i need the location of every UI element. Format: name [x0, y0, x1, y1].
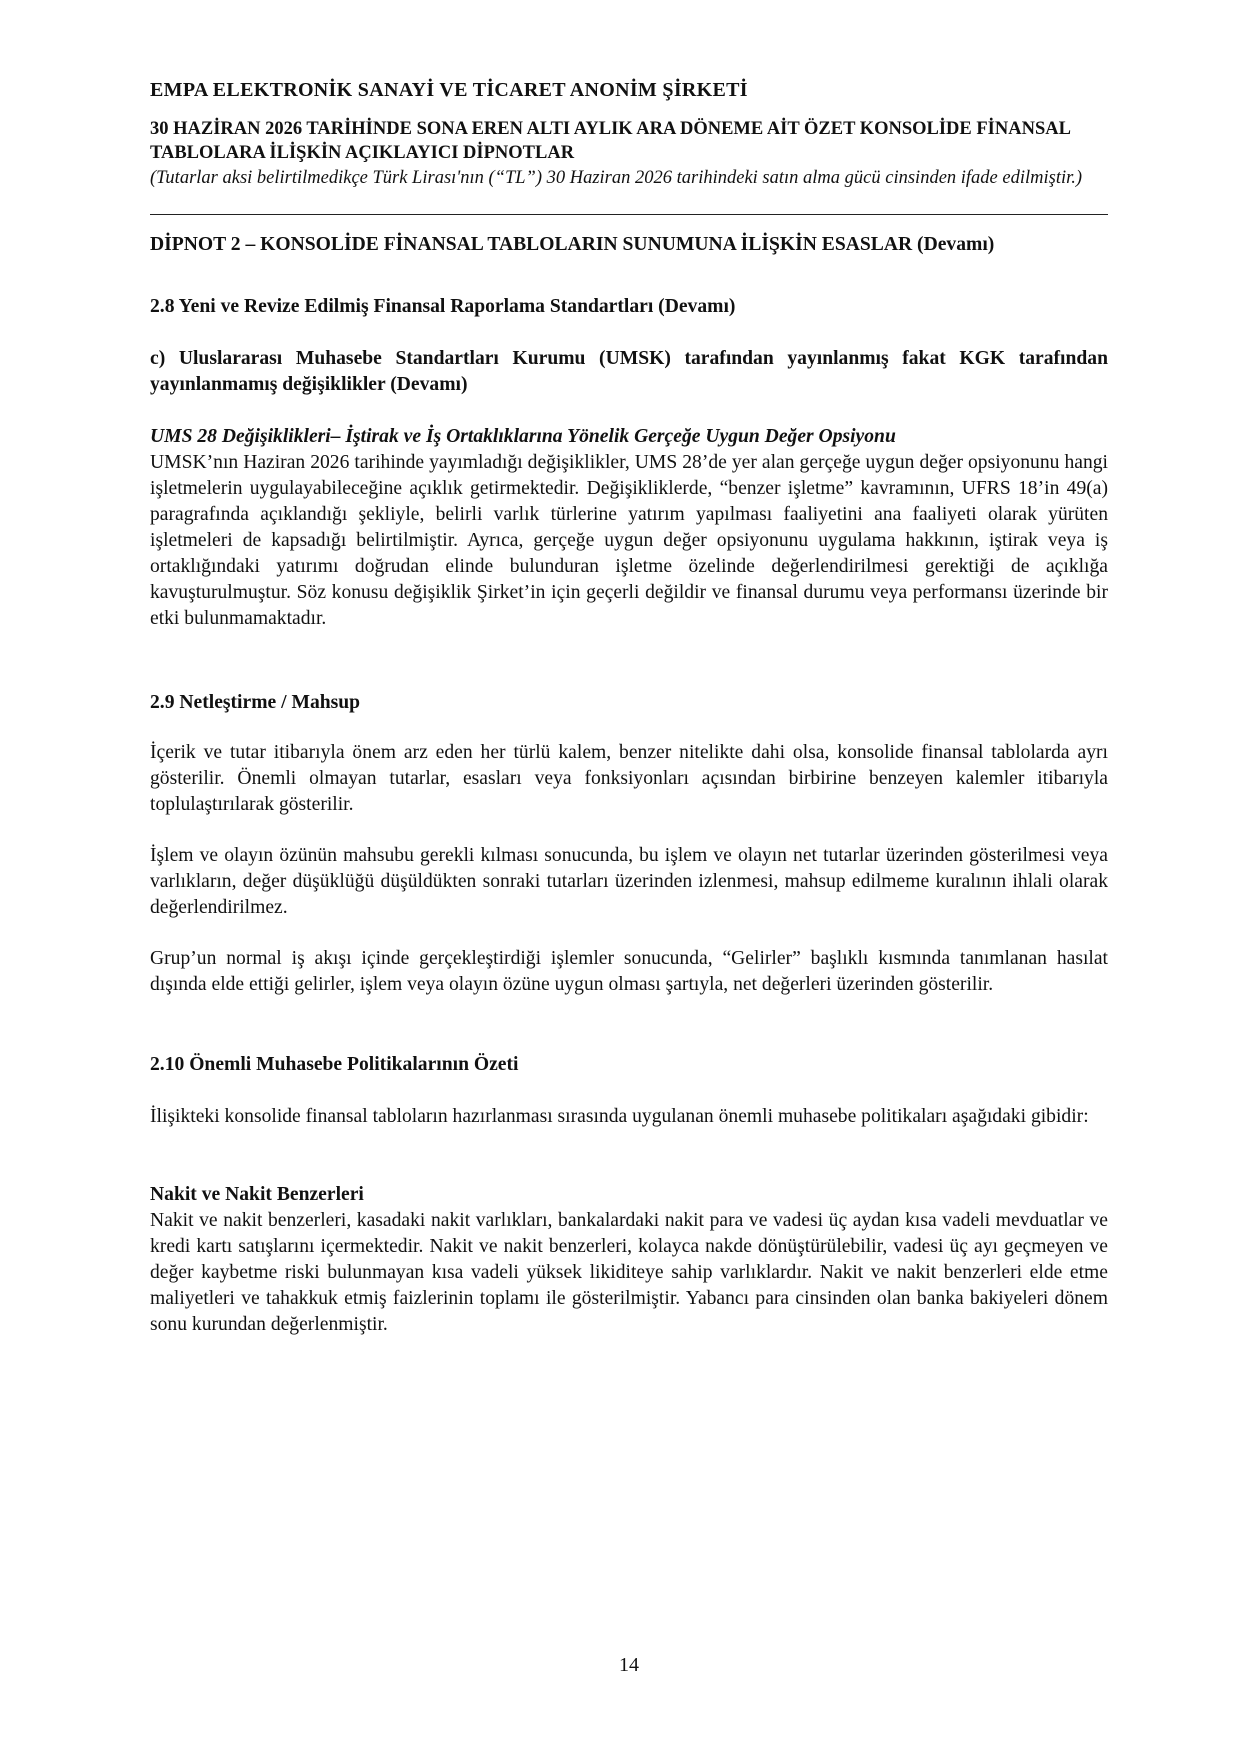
note-title: DİPNOT 2 – KONSOLİDE FİNANSAL TABLOLARIN SUNUMUNA İLİŞKİN ESASLAR (Devamı) [150, 234, 995, 255]
cash-text: Nakit ve nakit benzerleri, kasadaki nakit varlıkları, bankalardaki nakit para ve vadesi üç aydan kısa vadeli mevduatlar ve kredi kartı satışlarını içermektedir. Nakit ve nakit benzerleri, kolayca nakde dönüştürülebilir, vadesi üç ayı geçmeyen ve değer kaybetme riski bulunmayan kısa vadeli yüksek likiditeye sahip varlıklardır. Nakit ve nakit benzerleri elde etme maliyetleri ve tahakkuk etmiş faizlerinin toplamı ile gösterilmiştir. Yabancı para cinsinden olan banka bakiyeleri dönem sonu kurundan değerlenmiştir. [150, 1210, 1108, 1335]
company-name: EMPA ELEKTRONİK SANAYİ VE TİCARET ANONİM ŞİRKETİ [150, 79, 748, 101]
offsetting-paragraph-3: Grup’un normal iş akışı içinde gerçekleştirdiği işlemler sonucunda, “Gelirler” başlıklı kısmında tanımlanan hasılat dışında elde ettiği gelirler, işlem veya olayın özüne uygun olması şartıyla, net değerleri üzerinden gösterilir. [150, 948, 1108, 995]
cash-block [150, 1182, 1108, 1338]
offsetting-paragraph-1: İçerik ve tutar itibarıyla önem arz eden her türlü kalem, benzer nitelikte dahi olsa, konsolide finansal tablolarda ayrı gösterilir. Önemli olmayan tutarlar, esasları veya fonksiyonları açısından birbirine benzeyen kalemler itibarıyla toplulaştırılarak gösterilir. [150, 742, 1108, 815]
currency-note: (Tutarlar aksi belirtilmedikçe Türk Lirası'nın (“TL”) 30 Haziran 2026 tarihindeki satın alma gücü cinsinden ifade edilmiştir.) [150, 168, 1083, 188]
amendment-text: UMSK’nın Haziran 2026 tarihinde yayımladığı değişiklikler, UMS 28’de yer alan gerçeğe uygun değer opsiyonunu hangi işletmelerin uygulayabileceğine açıklık getirmektedir. Değişikliklerde, “benzer işletme” kavramının, UFRS 18’in 49(a) paragrafında açıklandığı şekliyle, belirli varlık türlerine yatırım yapılması faaliyetini ana faaliyeti olarak yürüten işletmeleri de kapsadığı belirtilmiştir. Ayrıca, gerçeğe uygun değer opsiyonunu uygulama hakkının, iştirak veya iş ortaklığındaki yatırımı doğrudan elinde bulunduran işletme özelinde değerlendirilmesi gerektiği de açıklığa kavuşturulmuştur. Söz konusu değişiklik Şirket’in için geçerli değildir ve finansal durumu veya performansı üzerinde bir etki bulunmamaktadır. [150, 452, 1108, 629]
amendment-title: UMS 28 Değişiklikleri– İştirak ve İş Ortaklıklarına Yönelik Gerçeğe Uygun Değer Opsiyonu [150, 426, 896, 447]
header-divider [150, 214, 1108, 215]
document-page [150, 0, 1108, 1754]
section-heading-2-8: 2.8 Yeni ve Revize Edilmiş Finansal Raporlama Standartları (Devamı) [150, 296, 736, 317]
subsection-heading-c: c) Uluslararası Muhasebe Standartları Kurumu (UMSK) tarafından yayınlanmış fakat KGK tarafından yayınlanmamış değişiklikler (Devamı) [150, 348, 1108, 395]
offsetting-paragraph-2: İşlem ve olayın özünün mahsubu gerekli kılması sonucunda, bu işlem ve olayın net tutarlar üzerinden gösterilmesi veya varlıkların, değer düşüklüğü düşüldükten sonraki tutarları üzerinden izlenmesi, mahsup edilmeme kuralının ihlali olarak değerlendirilmez. [150, 845, 1108, 918]
section-heading-2-10: 2.10 Önemli Muhasebe Politikalarının Özeti [150, 1054, 519, 1075]
amendment-block [150, 424, 1108, 632]
cash-heading: Nakit ve Nakit Benzerleri [150, 1184, 364, 1205]
section-heading-2-9: 2.9 Netleştirme / Mahsup [150, 692, 361, 713]
policies-intro: İlişikteki konsolide finansal tabloların hazırlanması sırasında uygulanan önemli muhasebe politikaları aşağıdaki gibidir: [150, 1106, 1089, 1127]
report-period-title: 30 HAZİRAN 2026 TARİHİNDE SONA EREN ALTI AYLIK ARA DÖNEME AİT ÖZET KONSOLİDE FİNANSAL TABLOLARA İLİŞKİN AÇIKLAYICI DİPNOTLAR [150, 119, 1070, 163]
page-number: 14 [619, 1654, 639, 1676]
